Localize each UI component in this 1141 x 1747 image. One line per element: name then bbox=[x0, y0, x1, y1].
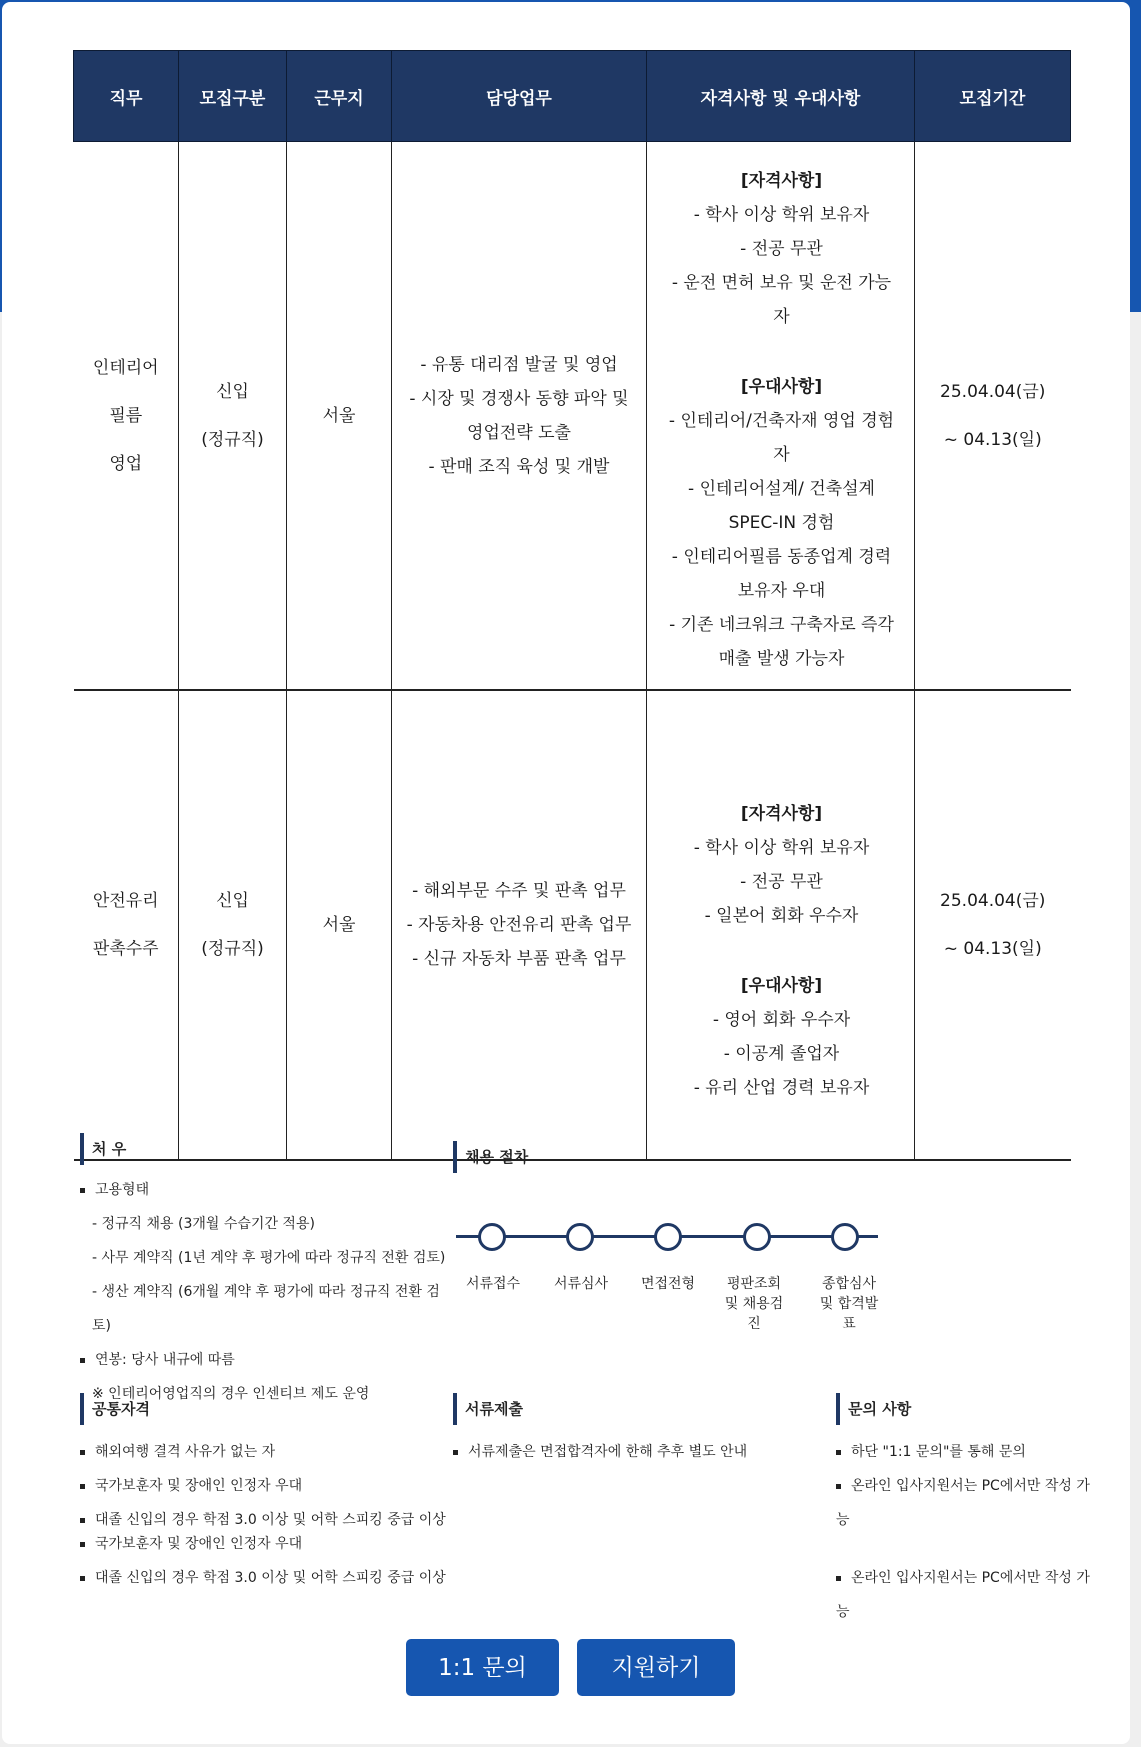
period-cell bbox=[915, 142, 1071, 691]
bullet-icon bbox=[80, 1542, 85, 1547]
process-section bbox=[453, 1141, 528, 1173]
duty-line: - 판매 조직 육성 및 개발 bbox=[428, 456, 610, 477]
step-marker bbox=[566, 1223, 594, 1251]
bullet-icon bbox=[836, 1484, 841, 1489]
spacer bbox=[659, 334, 904, 370]
treatment-section bbox=[80, 1133, 450, 1411]
preference-line: - 영어 회화 우수자 bbox=[712, 1010, 851, 1030]
step-marker bbox=[743, 1223, 771, 1251]
preference-line: - 기존 네크워크 구축자로 즉각 bbox=[669, 614, 894, 635]
list-item-text: 온라인 입사지원서는 PC에서만 작성 가능 bbox=[836, 1478, 1090, 1528]
process-title: 채용 절차 bbox=[453, 1141, 528, 1173]
bullet-icon bbox=[80, 1188, 85, 1193]
hire-type-line: (정규직) bbox=[201, 939, 264, 959]
list-item bbox=[80, 1343, 450, 1377]
step-label: 종합심사 및 합격발표 bbox=[819, 1276, 879, 1332]
step-label: 서류심사 bbox=[553, 1276, 609, 1292]
header-qualifications: 자격사항 및 우대사항 bbox=[647, 51, 915, 142]
list-item-text: 대졸 신입의 경우 학점 3.0 이상 및 어학 스피킹 중급 이상 bbox=[95, 1570, 446, 1586]
list-item: - 사무 계약직 (1년 계약 후 평가에 따라 정규직 전환 검토) bbox=[92, 1250, 446, 1266]
period-line: ~ 04.13(일) bbox=[943, 429, 1042, 450]
period-line: 25.04.04(금) bbox=[940, 381, 1046, 402]
list-item bbox=[80, 1503, 480, 1527]
duty-line: - 신규 자동차 부품 판촉 업무 bbox=[412, 949, 626, 969]
list-item: - 생산 계약직 (6개월 계약 후 평가에 따라 정규직 전환 검토) bbox=[92, 1284, 440, 1334]
list-item bbox=[80, 1435, 480, 1469]
job-title-line: 영업 bbox=[109, 453, 143, 474]
hire-type-line: (정규직) bbox=[201, 429, 264, 450]
list-item bbox=[836, 1561, 1096, 1629]
requirement-line: - 일본어 회화 우수자 bbox=[704, 906, 859, 926]
bullet-icon bbox=[80, 1450, 85, 1455]
list-item-text: 해외여행 결격 사유가 없는 자 bbox=[95, 1444, 276, 1460]
bullet-icon bbox=[80, 1484, 85, 1489]
job-title-line: 필름 bbox=[109, 405, 143, 426]
list-item-text: 하단 "1:1 문의"를 통해 문의 bbox=[851, 1444, 1026, 1460]
inquiry-title: 문의 사항 bbox=[836, 1393, 1096, 1425]
requirement-line: - 학사 이상 학위 보유자 bbox=[693, 838, 870, 858]
job-title-line: 판촉수주 bbox=[92, 939, 159, 959]
list-item bbox=[80, 1173, 450, 1207]
duty-line: - 자동차용 안전유리 판촉 업무 bbox=[406, 915, 632, 935]
docs-title: 서류제출 bbox=[453, 1393, 783, 1425]
header-type: 모집구분 bbox=[179, 51, 287, 142]
step-label: 면접전형 bbox=[640, 1276, 696, 1292]
hire-type-cell bbox=[179, 690, 287, 1160]
job-title-cell bbox=[74, 142, 179, 691]
job-title-line: 안전유리 bbox=[92, 891, 159, 911]
location-cell: 서울 bbox=[287, 690, 392, 1160]
bullet-icon bbox=[453, 1450, 458, 1455]
inquiry-section bbox=[836, 1393, 1096, 1629]
job-posting-card bbox=[2, 2, 1130, 1744]
list-item-text: 대졸 신입의 경우 학점 3.0 이상 및 어학 스피킹 중급 이상 bbox=[95, 1512, 446, 1527]
period-line: ~ 04.13(일) bbox=[943, 939, 1042, 959]
preferences-heading: [우대사항] bbox=[740, 976, 823, 996]
duty-line: - 유통 대리점 발굴 및 영업 bbox=[420, 354, 618, 375]
preference-line: - 이공계 졸업자 bbox=[723, 1044, 840, 1064]
preferences-heading: [우대사항] bbox=[740, 376, 823, 397]
job-table bbox=[73, 50, 1071, 1161]
spacer bbox=[659, 933, 904, 969]
job-title-cell bbox=[74, 690, 179, 1160]
header-job: 직무 bbox=[74, 51, 179, 142]
list-item-text: 국가보훈자 및 장애인 인정자 우대 bbox=[95, 1478, 303, 1494]
list-item bbox=[836, 1469, 1096, 1537]
list-item-text: 온라인 입사지원서는 PC에서만 작성 가능 bbox=[836, 1570, 1090, 1620]
table-header-row bbox=[74, 51, 1071, 142]
common-title: 공통자격 bbox=[80, 1393, 480, 1425]
duties-cell bbox=[392, 690, 647, 1160]
preference-line: 매출 발생 가능자 bbox=[718, 648, 845, 669]
list-item bbox=[453, 1435, 783, 1469]
period-line: 25.04.04(금) bbox=[940, 891, 1046, 911]
apply-button[interactable]: 지원하기 bbox=[577, 1639, 735, 1696]
duty-line: - 시장 및 경쟁사 동향 파악 및 bbox=[409, 388, 629, 409]
bullet-icon bbox=[80, 1518, 85, 1523]
employment-type-label: 고용형태 bbox=[95, 1182, 150, 1198]
location-cell: 서울 bbox=[287, 142, 392, 691]
step-label: 서류접수 bbox=[465, 1276, 521, 1292]
list-item: - 정규직 채용 (3개월 수습기간 적용) bbox=[92, 1216, 315, 1232]
duty-line: - 해외부문 수주 및 판촉 업무 bbox=[412, 881, 626, 901]
hire-type-line: 신입 bbox=[216, 891, 249, 911]
header-period: 모집기간 bbox=[915, 51, 1071, 142]
requirements-heading: [자격사항] bbox=[740, 170, 823, 191]
bullet-icon bbox=[836, 1450, 841, 1455]
salary-text: 연봉: 당사 내규에 따름 bbox=[95, 1352, 235, 1368]
step-marker bbox=[478, 1223, 506, 1251]
preference-line: - 인테리어필름 동종업계 경력 bbox=[671, 546, 892, 567]
preference-line: - 인테리어설계/ 건축설계 bbox=[688, 478, 875, 499]
hire-type-cell bbox=[179, 142, 287, 691]
preference-line: SPEC-IN 경험 bbox=[728, 512, 835, 533]
duties-cell bbox=[392, 142, 647, 691]
requirement-line: 자 bbox=[773, 306, 790, 327]
treatment-title: 처 우 bbox=[80, 1133, 450, 1165]
list-item bbox=[836, 1435, 1096, 1469]
list-item bbox=[80, 1469, 480, 1503]
bullet-icon bbox=[80, 1358, 85, 1363]
preference-line: 보유자 우대 bbox=[737, 580, 826, 601]
step-label: 평판조회 및 채용검진 bbox=[724, 1276, 784, 1332]
list-item bbox=[80, 1527, 480, 1561]
incentive-note: ※ 인테리어영업직의 경우 인센티브 제도 운영 bbox=[92, 1386, 370, 1402]
list-item-text: 서류제출은 면접합격자에 한해 추후 별도 안내 bbox=[468, 1444, 748, 1460]
inquiry-button[interactable]: 1:1 문의 bbox=[406, 1639, 559, 1696]
table-row bbox=[74, 690, 1071, 1160]
common-section bbox=[80, 1393, 480, 1595]
docs-section bbox=[453, 1393, 783, 1469]
header-duties: 담당업무 bbox=[392, 51, 647, 142]
job-title-line: 인테리어 bbox=[92, 357, 159, 378]
requirements-heading: [자격사항] bbox=[740, 804, 823, 824]
period-cell bbox=[915, 690, 1071, 1160]
requirement-line: - 학사 이상 학위 보유자 bbox=[693, 204, 870, 225]
requirement-line: - 운전 면허 보유 및 운전 가능 bbox=[671, 272, 892, 293]
preference-line: - 유리 산업 경력 보유자 bbox=[693, 1078, 870, 1098]
bullet-icon bbox=[836, 1576, 841, 1581]
step-marker bbox=[831, 1223, 859, 1251]
preference-line: 자 bbox=[773, 444, 790, 465]
duty-line: 영업전략 도출 bbox=[467, 422, 571, 443]
requirement-line: - 전공 무관 bbox=[740, 872, 823, 892]
bullet-icon bbox=[80, 1576, 85, 1581]
qualifications-cell bbox=[647, 690, 915, 1160]
requirement-line: - 전공 무관 bbox=[740, 238, 823, 259]
list-item-text: 국가보훈자 및 장애인 인정자 우대 bbox=[95, 1536, 303, 1552]
table-row bbox=[74, 142, 1071, 691]
hire-type-line: 신입 bbox=[216, 381, 249, 402]
qualifications-cell bbox=[647, 142, 915, 691]
preference-line: - 인테리어/건축자재 영업 경험 bbox=[668, 410, 895, 431]
header-location: 근무지 bbox=[287, 51, 392, 142]
list-item bbox=[80, 1561, 480, 1595]
step-marker bbox=[654, 1223, 682, 1251]
